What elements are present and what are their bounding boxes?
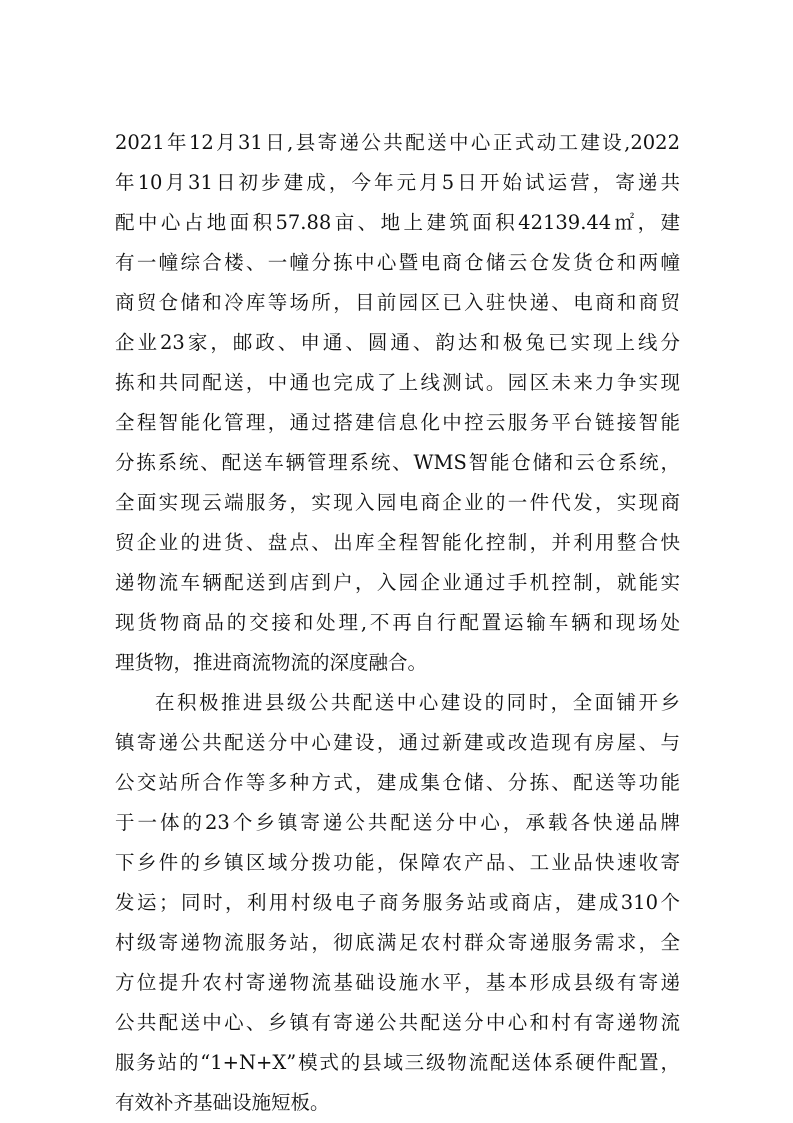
text-line: 镇寄递公共配送分中心建设，通过新建或改造现有房屋、与 xyxy=(115,731,680,754)
text-line: 分拣系统、配送车辆管理系统、WMS智能仓储和云仓系统， xyxy=(115,451,680,474)
text-line: 企业23家，邮政、申通、圆通、韵达和极兔已实现上线分 xyxy=(115,331,680,354)
text-line: 2021年12月31日,县寄递公共配送中心正式动工建设,2022 xyxy=(115,131,680,154)
text-line: 于一体的23个乡镇寄递公共配送分中心，承载各快递品牌 xyxy=(115,811,680,834)
text-line: 发运；同时，利用村级电子商务服务站或商店，建成310个 xyxy=(115,891,680,914)
text-line: 方位提升农村寄递物流基础设施水平，基本形成县级有寄递 xyxy=(115,971,680,994)
text-line: 配中心占地面积57.88亩、地上建筑面积42139.44㎡，建 xyxy=(115,211,680,234)
text-line: 商贸仓储和冷库等场所，目前园区已入驻快递、电商和商贸 xyxy=(115,291,680,314)
text-line: 有一幢综合楼、一幢分拣中心暨电商仓储云仓发货仓和两幢 xyxy=(115,251,680,274)
text-line: 理货物，推进商流物流的深度融合。 xyxy=(115,651,428,674)
text-line: 村级寄递物流服务站，彻底满足农村群众寄递服务需求，全 xyxy=(115,931,680,954)
text-line: 在积极推进县级公共配送中心建设的同时，全面铺开乡 xyxy=(155,691,680,714)
text-line: 递物流车辆配送到店到户，入园企业通过手机控制，就能实 xyxy=(115,571,680,594)
text-line: 全面实现云端服务，实现入园电商企业的一件代发，实现商 xyxy=(115,491,680,514)
text-line: 公交站所合作等多种方式，建成集仓储、分拣、配送等功能 xyxy=(115,771,680,794)
text-line: 拣和共同配送，中通也完成了上线测试。园区未来力争实现 xyxy=(115,371,680,394)
text-line: 现货物商品的交接和处理,不再自行配置运输车辆和现场处 xyxy=(115,611,680,634)
text-line: 全程智能化管理，通过搭建信息化中控云服务平台链接智能 xyxy=(115,411,680,434)
text-line: 下乡件的乡镇区域分拨功能，保障农产品、工业品快速收寄 xyxy=(115,851,680,874)
text-line: 有效补齐基础设施短板。 xyxy=(115,1091,330,1114)
text-line: 贸企业的进货、盘点、出库全程智能化控制，并利用整合快 xyxy=(115,531,680,554)
text-line: 公共配送中心、乡镇有寄递公共配送分中心和村有寄递物流 xyxy=(115,1011,680,1034)
text-line: 服务站的“1+N+X”模式的县域三级物流配送体系硬件配置， xyxy=(115,1051,680,1074)
text-line: 年10月31日初步建成，今年元月5日开始试运营，寄递共 xyxy=(115,171,680,194)
